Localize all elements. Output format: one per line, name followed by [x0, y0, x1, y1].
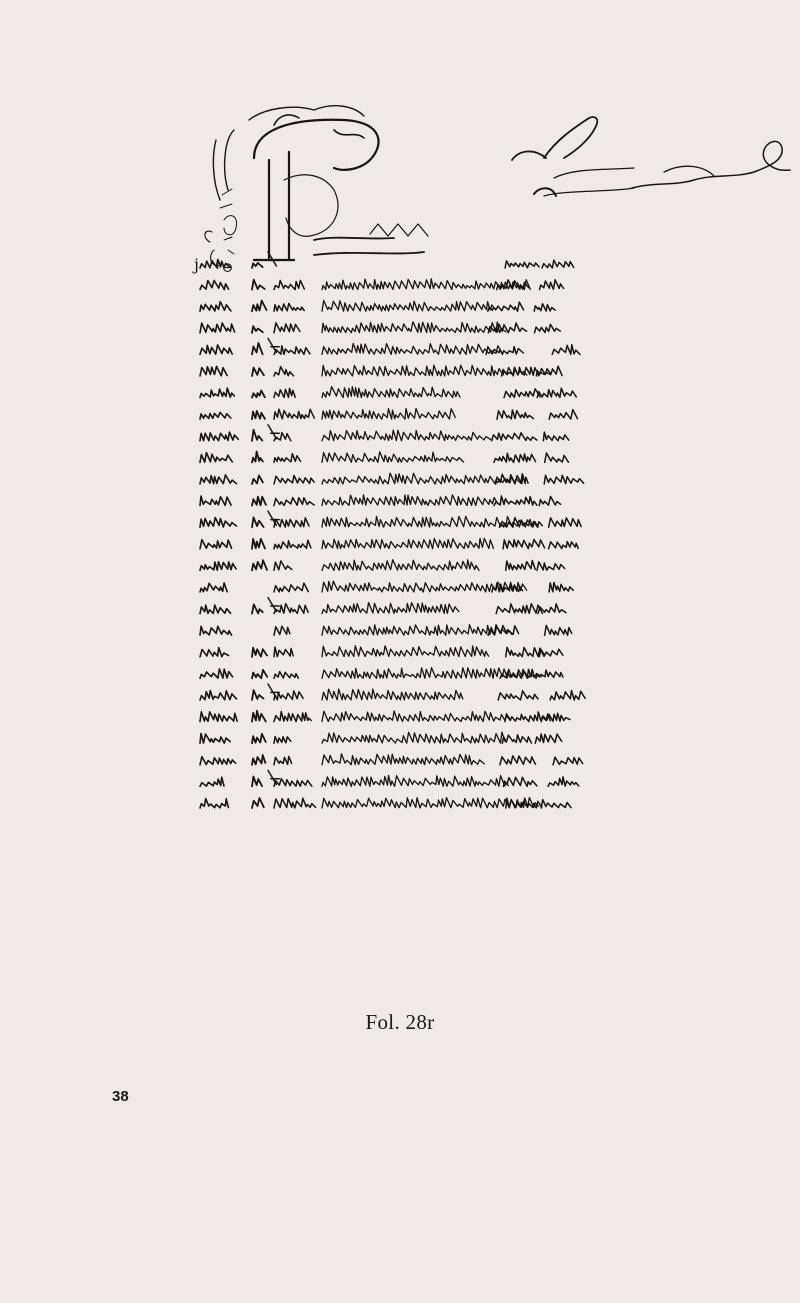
ink-stroke	[539, 649, 563, 657]
ink-stroke	[497, 410, 534, 419]
ink-stroke	[200, 323, 235, 333]
ink-stroke	[502, 735, 531, 744]
ink-stroke	[200, 453, 232, 463]
ink-stroke	[539, 496, 560, 505]
ink-stroke	[322, 473, 525, 484]
ink-stroke	[496, 474, 528, 484]
ink-stroke	[322, 603, 459, 614]
ink-stroke	[549, 542, 579, 549]
ink-stroke	[252, 604, 263, 613]
ink-stroke	[252, 690, 264, 700]
ink-stroke	[200, 432, 238, 441]
ink-stroke	[274, 779, 312, 787]
ink-stroke	[550, 691, 585, 700]
ink-stroke	[252, 539, 265, 549]
ink-stroke	[200, 345, 232, 355]
ink-stroke	[322, 775, 508, 786]
ink-stroke	[200, 475, 237, 484]
ink-stroke	[545, 625, 572, 635]
ink-stroke	[200, 412, 231, 419]
ink-stroke	[322, 754, 484, 765]
ink-stroke	[537, 562, 565, 571]
ink-stroke	[322, 668, 535, 679]
ink-stroke	[504, 389, 540, 398]
ink-stroke	[200, 496, 231, 506]
ink-stroke	[274, 756, 292, 764]
ink-stroke	[322, 538, 493, 548]
ink-stroke	[252, 798, 264, 808]
svg-text:j: j	[194, 255, 199, 274]
ink-stroke	[503, 540, 544, 549]
ink-stroke	[322, 732, 505, 743]
folio-caption: Fol. 28r	[365, 1010, 435, 1034]
ink-stroke	[252, 263, 263, 268]
ink-stroke	[322, 387, 460, 398]
ink-stroke	[252, 411, 265, 419]
ink-stroke	[252, 391, 265, 398]
ink-stroke	[322, 452, 464, 463]
ink-stroke	[492, 433, 537, 441]
ink-stroke	[274, 454, 301, 463]
ink-stroke	[506, 798, 542, 808]
ink-stroke	[252, 326, 263, 333]
ink-stroke	[552, 345, 580, 355]
ink-stroke	[322, 560, 479, 571]
ink-stroke	[322, 365, 527, 376]
ink-stroke	[534, 304, 555, 312]
ink-stroke	[200, 691, 237, 700]
manuscript-text-lines	[200, 252, 585, 808]
ink-stroke	[506, 647, 544, 656]
svg-text:ᵖ⊖: ᵖ⊖	[216, 260, 234, 276]
ink-stroke	[274, 498, 314, 506]
manuscript-facsimile	[194, 100, 794, 800]
ink-stroke	[274, 626, 290, 635]
ink-stroke	[536, 670, 563, 678]
ink-stroke	[252, 648, 267, 657]
ink-stroke	[553, 757, 583, 765]
ink-stroke	[252, 368, 264, 376]
ink-stroke	[274, 561, 292, 570]
ink-stroke	[200, 669, 233, 679]
ink-stroke	[322, 625, 512, 636]
ink-stroke	[548, 777, 579, 787]
ink-stroke	[274, 737, 291, 744]
ink-stroke	[322, 646, 489, 657]
ink-stroke	[200, 757, 236, 765]
ink-stroke	[252, 734, 266, 743]
ink-stroke	[200, 583, 227, 592]
ink-stroke	[200, 712, 237, 722]
ink-stroke	[274, 540, 311, 549]
ink-stroke	[535, 324, 561, 333]
ink-stroke	[274, 647, 293, 657]
ink-stroke	[252, 280, 265, 290]
ink-stroke	[252, 711, 266, 722]
ink-stroke	[200, 540, 232, 549]
ink-stroke	[500, 756, 536, 765]
ink-stroke	[549, 518, 582, 527]
ink-stroke	[200, 302, 231, 312]
ink-stroke	[506, 561, 536, 571]
ink-stroke	[498, 691, 538, 700]
ink-stroke	[252, 670, 267, 679]
ink-stroke	[274, 712, 311, 722]
ink-stroke	[252, 497, 266, 506]
ink-stroke	[274, 323, 300, 333]
ink-stroke	[200, 281, 229, 290]
ink-stroke	[542, 260, 574, 268]
ink-stroke	[274, 388, 295, 397]
ink-stroke	[494, 496, 537, 506]
ink-stroke	[200, 518, 237, 528]
ink-stroke	[200, 605, 231, 614]
ink-mark	[268, 598, 279, 612]
ink-stroke	[549, 583, 573, 593]
ink-stroke	[200, 648, 229, 657]
ink-stroke	[252, 301, 267, 312]
ink-stroke	[322, 689, 463, 700]
ink-stroke	[274, 604, 308, 614]
ink-stroke	[200, 799, 228, 809]
ink-stroke	[322, 301, 496, 312]
ink-stroke	[322, 344, 503, 355]
ink-stroke	[322, 409, 455, 420]
ink-stroke	[200, 734, 230, 744]
ink-stroke	[274, 409, 314, 419]
ink-stroke	[544, 475, 584, 484]
ink-stroke	[252, 755, 265, 765]
ink-stroke	[322, 279, 530, 290]
ink-stroke	[252, 777, 262, 787]
ink-stroke	[274, 476, 314, 485]
ink-mark	[268, 425, 279, 439]
ink-stroke	[200, 777, 224, 786]
ink-stroke	[274, 672, 298, 679]
ink-stroke	[274, 367, 294, 376]
ink-stroke	[252, 430, 262, 441]
ink-stroke	[200, 366, 227, 376]
ink-stroke	[322, 322, 506, 333]
ink-stroke	[274, 798, 316, 808]
page-number: 38	[112, 1088, 129, 1105]
ink-stroke	[200, 388, 234, 398]
ink-stroke	[252, 560, 267, 570]
ink-stroke	[537, 388, 576, 397]
ink-stroke	[274, 583, 308, 592]
ink-stroke	[274, 303, 304, 311]
ink-stroke	[322, 430, 491, 441]
ink-stroke	[549, 410, 577, 420]
ink-stroke	[505, 261, 539, 268]
manuscript-drawing	[194, 100, 794, 800]
ink-stroke	[541, 800, 571, 808]
upper-right-flourish	[512, 117, 790, 196]
ink-stroke	[252, 517, 264, 527]
ink-stroke	[200, 562, 236, 571]
ink-stroke	[322, 495, 498, 506]
ink-stroke	[274, 280, 304, 289]
ink-stroke	[252, 452, 263, 463]
ink-stroke	[540, 280, 564, 290]
ink-stroke	[496, 604, 542, 614]
ink-stroke	[252, 343, 263, 355]
ink-stroke	[494, 453, 536, 462]
ink-stroke	[200, 626, 232, 635]
ink-stroke	[545, 453, 569, 462]
ink-stroke	[543, 432, 568, 441]
ink-stroke	[252, 476, 263, 485]
ink-stroke	[322, 711, 511, 722]
ink-stroke	[535, 734, 561, 743]
decorated-initial	[192, 106, 428, 276]
